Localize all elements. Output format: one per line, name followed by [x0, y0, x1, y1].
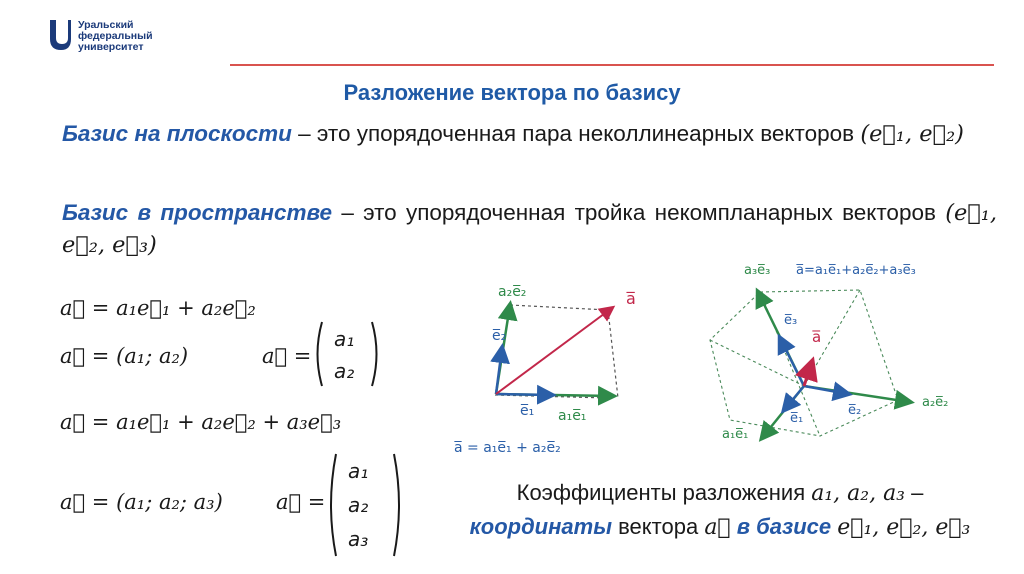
space-basis-term: Базис в пространстве [62, 200, 333, 225]
label-space-a2e2: a₂e̅₂ [922, 395, 949, 410]
label-space-e2: e̅₂ [848, 403, 862, 418]
coefficients-list: a₁, a₂, a₃ [811, 481, 905, 506]
formula-space-coordinates: a⃗ = (a₁; a₂; a₃) [60, 490, 223, 514]
label-a2e2: a₂e̅₂ [498, 284, 527, 300]
formula-plane-coordinates: a⃗ = (a₁; a₂) [60, 344, 189, 368]
slide-title: Разложение вектора по базису [343, 80, 681, 105]
coefficients-dash: – [905, 480, 924, 505]
plane-basis-term: Базис на плоскости [62, 121, 292, 146]
plane-basis-definition [62, 118, 997, 150]
plane-basis-text: – это упорядоченная пара неколлинеарных векторов [291, 121, 861, 146]
coordinates-term: координаты [469, 514, 612, 539]
space-column-1: a₁ [348, 459, 369, 483]
plane-column-top: a₁ [334, 327, 355, 351]
label-a3e3: a₃e̅₃ [744, 263, 771, 278]
coefficients-line-2 [440, 510, 1000, 544]
header-divider [230, 64, 994, 66]
label-a1e1: a₁e̅₁ [558, 408, 587, 424]
label-space-e3: e̅₃ [784, 313, 798, 328]
plane-basis-vectors: (e⃗₁, e⃗₂) [860, 121, 964, 147]
plane-column-vector [312, 318, 382, 390]
university-logo-mark-icon [48, 18, 72, 52]
plane-decomposition-sketch [440, 270, 660, 470]
label-e2: e̅₂ [492, 328, 507, 344]
basis-vectors: e⃗₁, e⃗₂, e⃗₃ [837, 515, 971, 540]
plane-column-bottom: a₂ [334, 359, 355, 383]
in-basis-term: в базисе [730, 514, 838, 539]
space-column-3: a₃ [348, 527, 369, 551]
vector-a-symbol: a⃗ [704, 515, 731, 540]
vector-word: вектора [612, 514, 705, 539]
university-name: Уральский федеральный университет [78, 19, 153, 53]
formula-space-expansion: a⃗ = a₁e⃗₁ + a₂e⃗₂ + a₃e⃗₃ [60, 410, 342, 434]
formula-plane-column-lhs: a⃗ = [262, 344, 312, 368]
formula-plane-expansion: a⃗ = a₁e⃗₁ + a₂e⃗₂ [60, 296, 256, 320]
label-vector-a: a̅ [626, 289, 636, 308]
space-column-vector [326, 450, 406, 560]
plane-sketch-equation: a̅ = a₁e̅₁ + a₂e̅₂ [454, 440, 561, 456]
label-space-a1e1: a₁e̅₁ [722, 427, 749, 442]
label-space-vector-a: a̅ [812, 328, 822, 346]
coefficients-text: Коэффициенты разложения [516, 480, 812, 505]
university-logo [48, 16, 208, 60]
space-decomposition-sketch [700, 250, 1000, 470]
space-sketch-equation: a̅=a₁e̅₁+a₂e̅₂+a₃e̅₃ [796, 263, 916, 278]
coefficients-statement [440, 476, 1000, 544]
space-basis-text: – это упорядоченная тройка некомпланарных векторов [332, 200, 946, 225]
label-space-e1: e̅₁ [790, 411, 804, 426]
label-e1: e̅₁ [520, 403, 535, 419]
coefficients-line-1 [440, 476, 1000, 510]
space-basis-vectors: (e⃗₁, e⃗₂, e⃗₃) [62, 200, 998, 258]
space-column-2: a₂ [348, 493, 369, 517]
formula-space-column-lhs: a⃗ = [276, 490, 326, 514]
